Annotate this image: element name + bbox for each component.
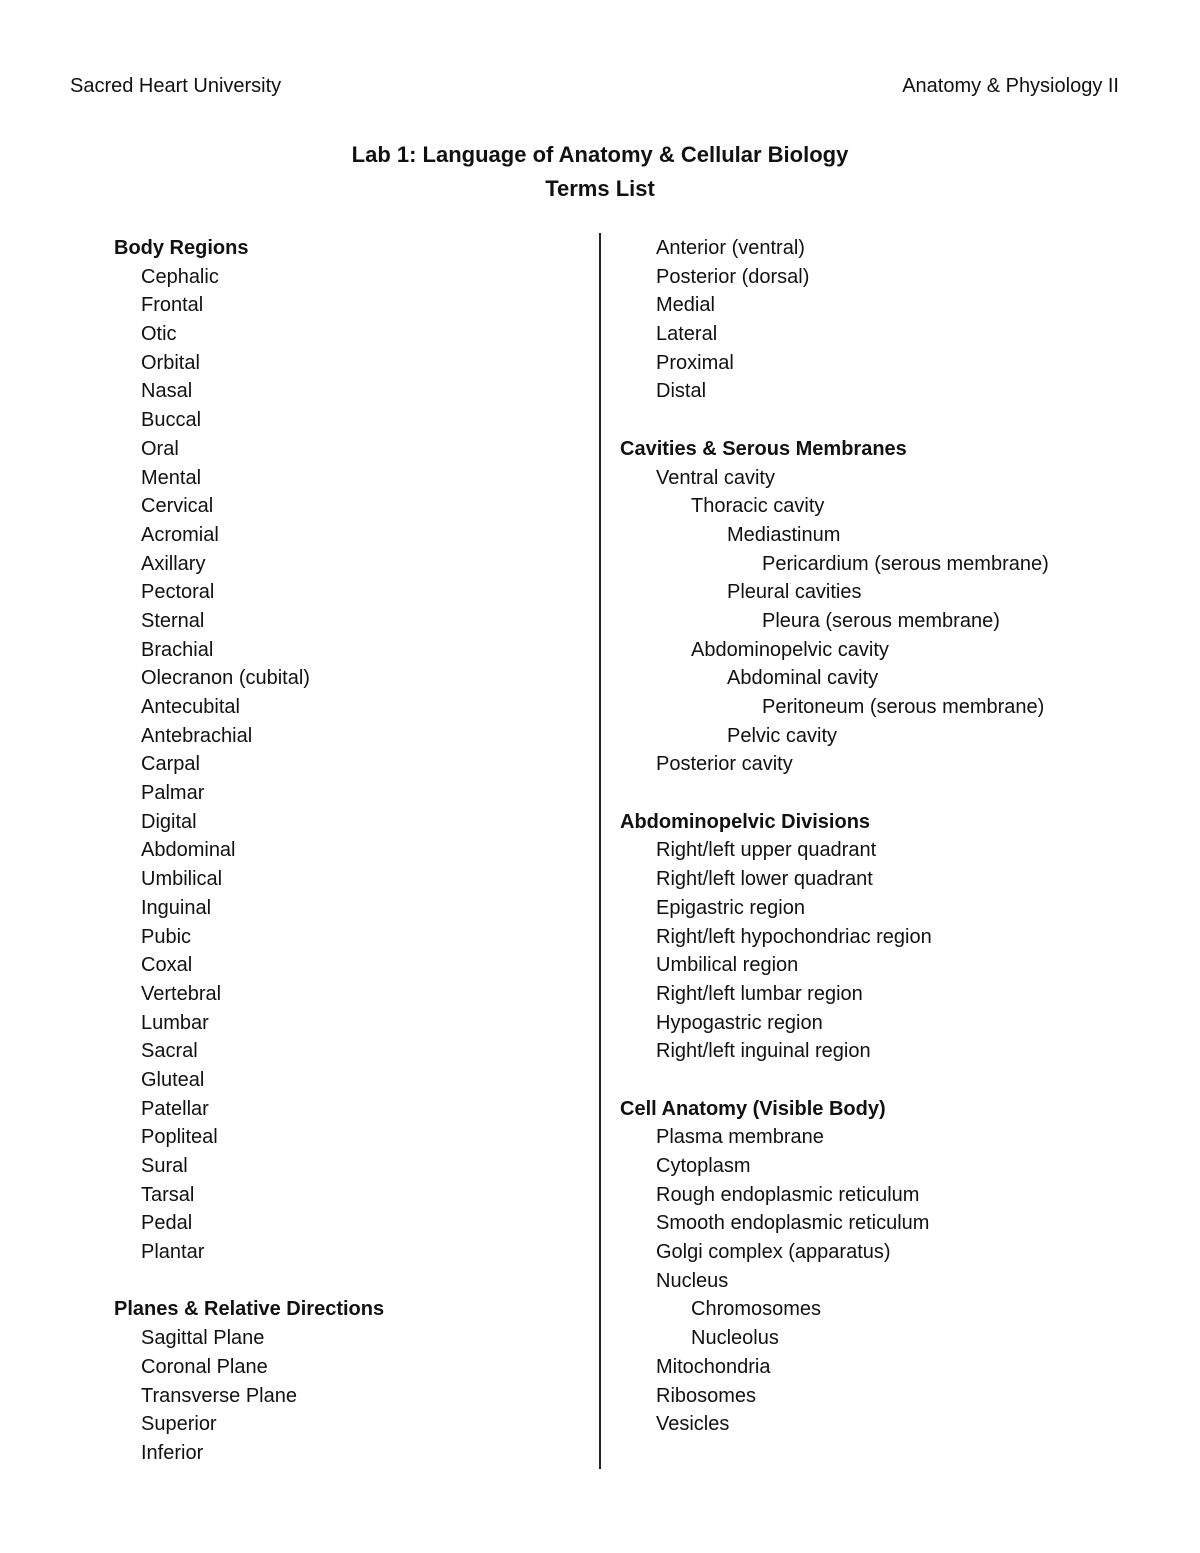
term-item: Inguinal bbox=[141, 896, 212, 919]
section-heading: Cavities & Serous Membranes bbox=[620, 437, 907, 460]
term-item: Superior bbox=[141, 1413, 217, 1436]
term-item: Plantar bbox=[141, 1241, 205, 1264]
term-item: Thoracic cavity bbox=[691, 495, 825, 518]
term-item: Pericardium (serous membrane) bbox=[762, 552, 1049, 575]
term-item: Nasal bbox=[141, 380, 193, 403]
section-heading: Body Regions bbox=[114, 237, 249, 259]
term-item: Hypogastric region bbox=[656, 1011, 823, 1034]
term-item: Right/left lower quadrant bbox=[656, 868, 873, 891]
term-item: Buccal bbox=[141, 409, 202, 432]
term-item: Umbilical region bbox=[656, 954, 799, 977]
term-item: Ribosomes bbox=[656, 1384, 757, 1407]
term-list bbox=[114, 1324, 584, 1467]
term-item: Axillary bbox=[141, 552, 206, 575]
term-item: Nucleus bbox=[656, 1269, 729, 1292]
term-item: Mitochondria bbox=[656, 1355, 771, 1378]
section-abdominopelvic-divisions bbox=[620, 808, 1180, 1066]
left-column bbox=[114, 234, 584, 1496]
column-divider bbox=[599, 233, 601, 1469]
term-item: Sacral bbox=[141, 1040, 198, 1063]
term-item: Distal bbox=[656, 380, 707, 403]
term-item: Golgi complex (apparatus) bbox=[656, 1241, 891, 1264]
term-item: Brachial bbox=[141, 638, 214, 661]
term-item: Carpal bbox=[141, 753, 200, 776]
term-item: Abdominal bbox=[141, 839, 236, 862]
term-list bbox=[114, 263, 584, 1267]
term-item: Abdominopelvic cavity bbox=[691, 638, 889, 661]
term-item: Vesicles bbox=[656, 1413, 730, 1436]
term-item: Oral bbox=[141, 437, 179, 460]
term-item: Pleural cavities bbox=[727, 581, 862, 604]
term-item: Olecranon (cubital) bbox=[141, 667, 310, 690]
section-planes bbox=[114, 1295, 584, 1467]
header-institution: Sacred Heart University bbox=[70, 75, 282, 97]
term-item: Transverse Plane bbox=[141, 1384, 297, 1407]
term-item: Inferior bbox=[141, 1441, 204, 1464]
term-item: Cervical bbox=[141, 495, 214, 518]
term-list bbox=[620, 836, 1180, 1066]
term-item: Patellar bbox=[141, 1097, 209, 1120]
section-heading: Planes & Relative Directions bbox=[114, 1298, 385, 1321]
term-item: Coronal Plane bbox=[141, 1355, 268, 1378]
term-item: Pelvic cavity bbox=[727, 724, 838, 747]
term-item: Sagittal Plane bbox=[141, 1327, 265, 1350]
term-item: Right/left inguinal region bbox=[656, 1040, 871, 1063]
term-item: Sural bbox=[141, 1155, 188, 1177]
term-item: Otic bbox=[141, 323, 177, 346]
title-line-1: Lab 1: Language of Anatomy & Cellular Biology bbox=[351, 142, 849, 167]
term-item: Tarsal bbox=[141, 1183, 195, 1206]
title-line-2: Terms List bbox=[545, 176, 655, 201]
document-title bbox=[0, 138, 1200, 206]
term-item: Lateral bbox=[656, 323, 718, 346]
term-item: Abdominal cavity bbox=[727, 667, 879, 690]
term-item: Posterior (dorsal) bbox=[656, 265, 810, 288]
term-item: Mental bbox=[141, 466, 202, 489]
term-item: Frontal bbox=[141, 294, 204, 317]
term-item: Coxal bbox=[141, 954, 193, 977]
term-item: Pleura (serous membrane) bbox=[762, 609, 1000, 632]
term-item: Mediastinum bbox=[727, 523, 841, 546]
term-item: Vertebral bbox=[141, 982, 222, 1005]
term-item: Peritoneum (serous membrane) bbox=[762, 696, 1045, 718]
header-course: Anatomy & Physiology II bbox=[902, 75, 1119, 97]
term-item: Popliteal bbox=[141, 1126, 218, 1149]
term-list bbox=[620, 464, 1180, 780]
term-list bbox=[620, 1123, 1180, 1439]
term-item: Antebrachial bbox=[141, 724, 253, 747]
term-item: Antecubital bbox=[141, 696, 240, 718]
section-directions-continued bbox=[620, 234, 1180, 406]
term-item: Proximal bbox=[656, 351, 734, 374]
term-item: Ventral cavity bbox=[656, 466, 775, 489]
section-body-regions bbox=[114, 234, 584, 1267]
section-cavities bbox=[620, 435, 1180, 779]
term-item: Smooth endoplasmic reticulum bbox=[656, 1212, 930, 1235]
term-item: Right/left hypochondriac region bbox=[656, 925, 932, 948]
term-item: Cytoplasm bbox=[656, 1155, 751, 1177]
term-item: Plasma membrane bbox=[656, 1126, 824, 1149]
term-item: Cephalic bbox=[141, 265, 219, 288]
term-item: Medial bbox=[656, 294, 715, 317]
section-heading: Cell Anatomy (Visible Body) bbox=[620, 1097, 886, 1120]
term-item: Acromial bbox=[141, 523, 219, 546]
term-item: Rough endoplasmic reticulum bbox=[656, 1183, 920, 1206]
term-item: Digital bbox=[141, 810, 197, 833]
right-column bbox=[620, 234, 1180, 1468]
term-item: Nucleolus bbox=[691, 1327, 779, 1350]
term-item: Epigastric region bbox=[656, 896, 805, 919]
term-item: Sternal bbox=[141, 609, 205, 632]
term-item: Right/left lumbar region bbox=[656, 982, 863, 1005]
term-item: Anterior (ventral) bbox=[656, 237, 805, 259]
section-heading: Abdominopelvic Divisions bbox=[620, 810, 871, 833]
term-item: Palmar bbox=[141, 782, 205, 805]
term-item: Right/left upper quadrant bbox=[656, 839, 877, 862]
term-item: Posterior cavity bbox=[656, 753, 793, 776]
term-item: Pectoral bbox=[141, 581, 215, 604]
section-cell-anatomy bbox=[620, 1095, 1180, 1439]
term-item: Umbilical bbox=[141, 868, 223, 891]
term-list bbox=[620, 234, 1180, 406]
term-item: Pedal bbox=[141, 1212, 193, 1235]
term-item: Orbital bbox=[141, 351, 200, 374]
term-item: Pubic bbox=[141, 925, 192, 948]
term-item: Gluteal bbox=[141, 1068, 205, 1091]
term-item: Chromosomes bbox=[691, 1298, 822, 1321]
term-item: Lumbar bbox=[141, 1011, 209, 1034]
